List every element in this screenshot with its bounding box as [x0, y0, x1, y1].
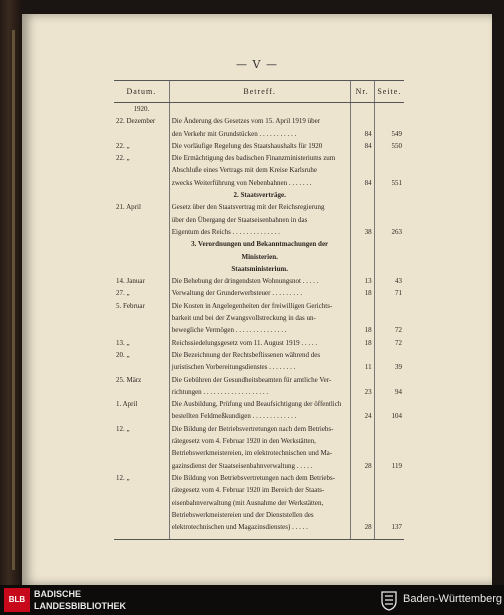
entry-page: 119 — [374, 460, 404, 472]
entry-subject: Die Bezeichnung der Rechtsbeflissenen während des — [169, 349, 350, 361]
entry-nr: 84 — [350, 140, 374, 152]
table-row — [114, 447, 404, 459]
entry-nr — [350, 472, 374, 484]
entry-date: 20. „ — [116, 350, 130, 359]
entry-date: 25. März — [116, 375, 142, 384]
table-row — [114, 337, 404, 349]
entry-date — [114, 177, 169, 189]
table-row — [114, 226, 404, 238]
entry-page — [374, 497, 404, 509]
entry-nr: 23 — [350, 386, 374, 398]
binding-thread — [12, 30, 15, 570]
year-heading: 1920. — [133, 105, 150, 113]
entry-nr — [350, 509, 374, 521]
entry-subject: über den Übergang der Staatseisenbahnen in das — [169, 214, 350, 226]
entry-nr: 38 — [350, 226, 374, 238]
col-header-page: Seite. — [374, 81, 404, 103]
entry-date — [114, 484, 169, 496]
section-heading: 2. Staatsverträge. — [169, 189, 350, 201]
table-row — [114, 115, 404, 127]
table-row — [114, 484, 404, 496]
subsection-row — [114, 263, 404, 275]
table-row — [114, 374, 404, 386]
index-table — [114, 80, 404, 540]
entry-nr — [350, 312, 374, 324]
entry-nr — [350, 201, 374, 213]
entry-page: 551 — [374, 177, 404, 189]
entry-subject: Die Ausbildung, Prüfung und Beaufsichtigung der öffentlich — [169, 398, 350, 410]
table-row — [114, 177, 404, 189]
table-row — [114, 509, 404, 521]
entry-page: 263 — [374, 226, 404, 238]
entry-date — [114, 312, 169, 324]
entry-page — [374, 398, 404, 410]
entry-subject: rätegesetz vom 4. Februar 1920 im Bereich der Staats- — [169, 484, 350, 496]
entry-nr — [350, 398, 374, 410]
entry-page — [374, 214, 404, 226]
entry-page: 137 — [374, 521, 404, 533]
lions-coat-of-arms-icon — [380, 589, 398, 611]
entry-page — [374, 435, 404, 447]
entry-page: 71 — [374, 287, 404, 299]
col-header-subject: Betreff. — [169, 81, 350, 103]
entry-nr — [350, 300, 374, 312]
table-row — [114, 287, 404, 299]
blb-logo[interactable]: BLB — [4, 588, 30, 612]
section-row — [114, 238, 404, 250]
entry-subject: Die Kosten in Angelegenheiten der freiwilligen Gerichts- — [169, 300, 350, 312]
table-row — [114, 386, 404, 398]
table-row — [114, 423, 404, 435]
entry-page — [374, 447, 404, 459]
entry-nr — [350, 447, 374, 459]
page-number: — V — — [236, 58, 278, 71]
entry-page — [374, 349, 404, 361]
entry-date: 14. Januar — [116, 277, 145, 286]
entry-page — [374, 484, 404, 496]
year-row — [114, 103, 404, 116]
entry-nr — [350, 214, 374, 226]
entry-page: 39 — [374, 361, 404, 373]
entry-date — [114, 128, 169, 140]
entry-subject: Die Gebühren der Gesundheitsbeamten für amtliche Ver- — [169, 374, 350, 386]
entry-subject: Eigentum des Reichs . . . . . . . . . . . . . . — [169, 226, 350, 238]
entry-date: 12. „ — [116, 473, 130, 482]
entry-date — [114, 497, 169, 509]
entry-page — [374, 509, 404, 521]
entry-subject: eisenbahnverwaltung (mit Ausnahme der Werkstätten, — [169, 497, 350, 509]
entry-subject: Die Bildung von Betriebsvertretungen nach dem Betriebs- — [169, 472, 350, 484]
entry-nr: 18 — [350, 324, 374, 336]
entry-nr — [350, 374, 374, 386]
col-header-date: Datum. — [114, 81, 169, 103]
entry-page: 43 — [374, 275, 404, 287]
entry-page: 94 — [374, 386, 404, 398]
entry-page — [374, 374, 404, 386]
entry-nr — [350, 164, 374, 176]
table-row — [114, 300, 404, 312]
entry-nr — [350, 115, 374, 127]
entry-page: 549 — [374, 128, 404, 140]
entry-nr — [350, 435, 374, 447]
entry-date — [114, 460, 169, 472]
entry-date: 22. Dezember — [116, 117, 156, 126]
entry-subject: zwecks Weiterführung von Nebenbahnen . . . . . . . — [169, 177, 350, 189]
entry-page: 550 — [374, 140, 404, 152]
entry-subject: Die vorläufige Regelung des Staatshaushalts für 1920 — [169, 140, 350, 152]
table-row — [114, 521, 404, 533]
entry-date — [114, 324, 169, 336]
entry-subject: bestellten Feldmeßkundigen . . . . . . . . . . . . . — [169, 410, 350, 422]
entry-nr — [350, 349, 374, 361]
table-row — [114, 361, 404, 373]
entry-date: 12. „ — [116, 424, 130, 433]
entry-nr — [350, 423, 374, 435]
entry-subject: Gesetz über den Staatsvertrag mit der Reichsregierung — [169, 201, 350, 213]
table-row — [114, 460, 404, 472]
entry-subject: barkeit und bei der Zwangsvollstreckung in das un- — [169, 312, 350, 324]
blb-name-line2: LANDESBIBLIOTHEK — [34, 601, 126, 611]
entry-subject: bewegliche Vermögen . . . . . . . . . . . . . . . — [169, 324, 350, 336]
entry-date: 22. „ — [116, 154, 130, 163]
blb-name[interactable] — [34, 588, 126, 612]
entry-date — [114, 164, 169, 176]
entry-subject: Abschluße eines Vertrags mit dem Kreise Karlsruhe — [169, 164, 350, 176]
section-row — [114, 251, 404, 263]
entry-nr: 28 — [350, 460, 374, 472]
entry-nr: 18 — [350, 337, 374, 349]
table-row — [114, 398, 404, 410]
entry-subject: rätegesetz vom 4. Februar 1920 in den Werkstätten, — [169, 435, 350, 447]
table-row — [114, 275, 404, 287]
footer-bar — [0, 585, 504, 615]
entry-subject: Die Änderung des Gesetzes vom 15. April 1919 über — [169, 115, 350, 127]
entry-subject: Die Ermächtigung des badischen Finanzministeriums zum — [169, 152, 350, 164]
entry-nr: 18 — [350, 287, 374, 299]
col-header-nr: Nr. — [350, 81, 374, 103]
entry-page — [374, 312, 404, 324]
table-row — [114, 214, 404, 226]
table-row — [114, 410, 404, 422]
table-row — [114, 349, 404, 361]
entry-nr — [350, 497, 374, 509]
entry-date: 27. „ — [116, 289, 130, 298]
entry-nr: 84 — [350, 128, 374, 140]
entry-date — [114, 509, 169, 521]
entry-subject: elektrotechnischen und Magazinsdienstes) . . . . . — [169, 521, 350, 533]
entry-page — [374, 472, 404, 484]
entry-date — [114, 410, 169, 422]
entry-page: 104 — [374, 410, 404, 422]
entry-subject: Betriebswerkmeistereien und der Dienststellen des — [169, 509, 350, 521]
entry-date: 1. April — [116, 400, 138, 409]
entry-page — [374, 164, 404, 176]
entry-subject: richtungen . . . . . . . . . . . . . . . . . . . — [169, 386, 350, 398]
entry-subject: Die Behebung der dringendsten Wohnungsnot . . . . . — [169, 275, 350, 287]
bw-text[interactable]: Baden-Württemberg — [403, 593, 503, 605]
sub-heading: Staatsministerium. — [169, 263, 350, 275]
table-row — [114, 201, 404, 213]
entry-page — [374, 152, 404, 164]
entry-date — [114, 386, 169, 398]
entry-nr: 24 — [350, 410, 374, 422]
table-row — [114, 472, 404, 484]
entry-page — [374, 201, 404, 213]
table-row — [114, 312, 404, 324]
table-row — [114, 152, 404, 164]
entry-date — [114, 521, 169, 533]
entry-subject: gazinsdienst der Staatseisenbahnverwaltung . . . . . — [169, 460, 350, 472]
entry-nr — [350, 152, 374, 164]
entry-date — [114, 214, 169, 226]
entry-nr: 13 — [350, 275, 374, 287]
entry-page: 72 — [374, 324, 404, 336]
entry-subject: Die Bildung der Betriebsvertretungen nach dem Betriebs- — [169, 423, 350, 435]
entry-subject: Betriebswerkmeistereien, im elektrotechnischen und Ma- — [169, 447, 350, 459]
table-row — [114, 497, 404, 509]
entry-date: 5. Februar — [116, 301, 145, 310]
entry-date: 21. April — [116, 203, 141, 212]
entry-page — [374, 115, 404, 127]
table-row — [114, 324, 404, 336]
entry-subject: den Verkehr mit Grundstücken . . . . . . . . . . . — [169, 128, 350, 140]
entry-page — [374, 300, 404, 312]
entry-nr: 11 — [350, 361, 374, 373]
table-row — [114, 435, 404, 447]
entry-page — [374, 423, 404, 435]
entry-subject: Verwaltung der Grunderwerbsteuer . . . . . . . . . — [169, 287, 350, 299]
table-row — [114, 128, 404, 140]
table-row — [114, 140, 404, 152]
entry-date — [114, 435, 169, 447]
entry-date: 22. „ — [116, 141, 130, 150]
section-heading: Ministerien. — [169, 251, 350, 263]
table-header-row — [114, 81, 404, 103]
entry-subject: juristischen Vorbereitungsdienstes . . . . . . . . — [169, 361, 350, 373]
book-cover-edge — [0, 0, 22, 585]
entry-date — [114, 361, 169, 373]
entry-date — [114, 226, 169, 238]
entry-nr — [350, 484, 374, 496]
entry-date — [114, 447, 169, 459]
entry-page: 72 — [374, 337, 404, 349]
blb-name-line1: BADISCHE — [34, 589, 82, 599]
entry-date: 13. „ — [116, 338, 130, 347]
entry-nr: 84 — [350, 177, 374, 189]
entry-nr: 28 — [350, 521, 374, 533]
entry-subject: Reichssiedelungsgesetz vom 11. August 1919 . . . . . — [169, 337, 350, 349]
section-heading: 3. Verordnungen und Bekanntmachungen der — [169, 238, 350, 250]
table-row — [114, 164, 404, 176]
table-bottom-rule — [114, 533, 404, 540]
section-row — [114, 189, 404, 201]
